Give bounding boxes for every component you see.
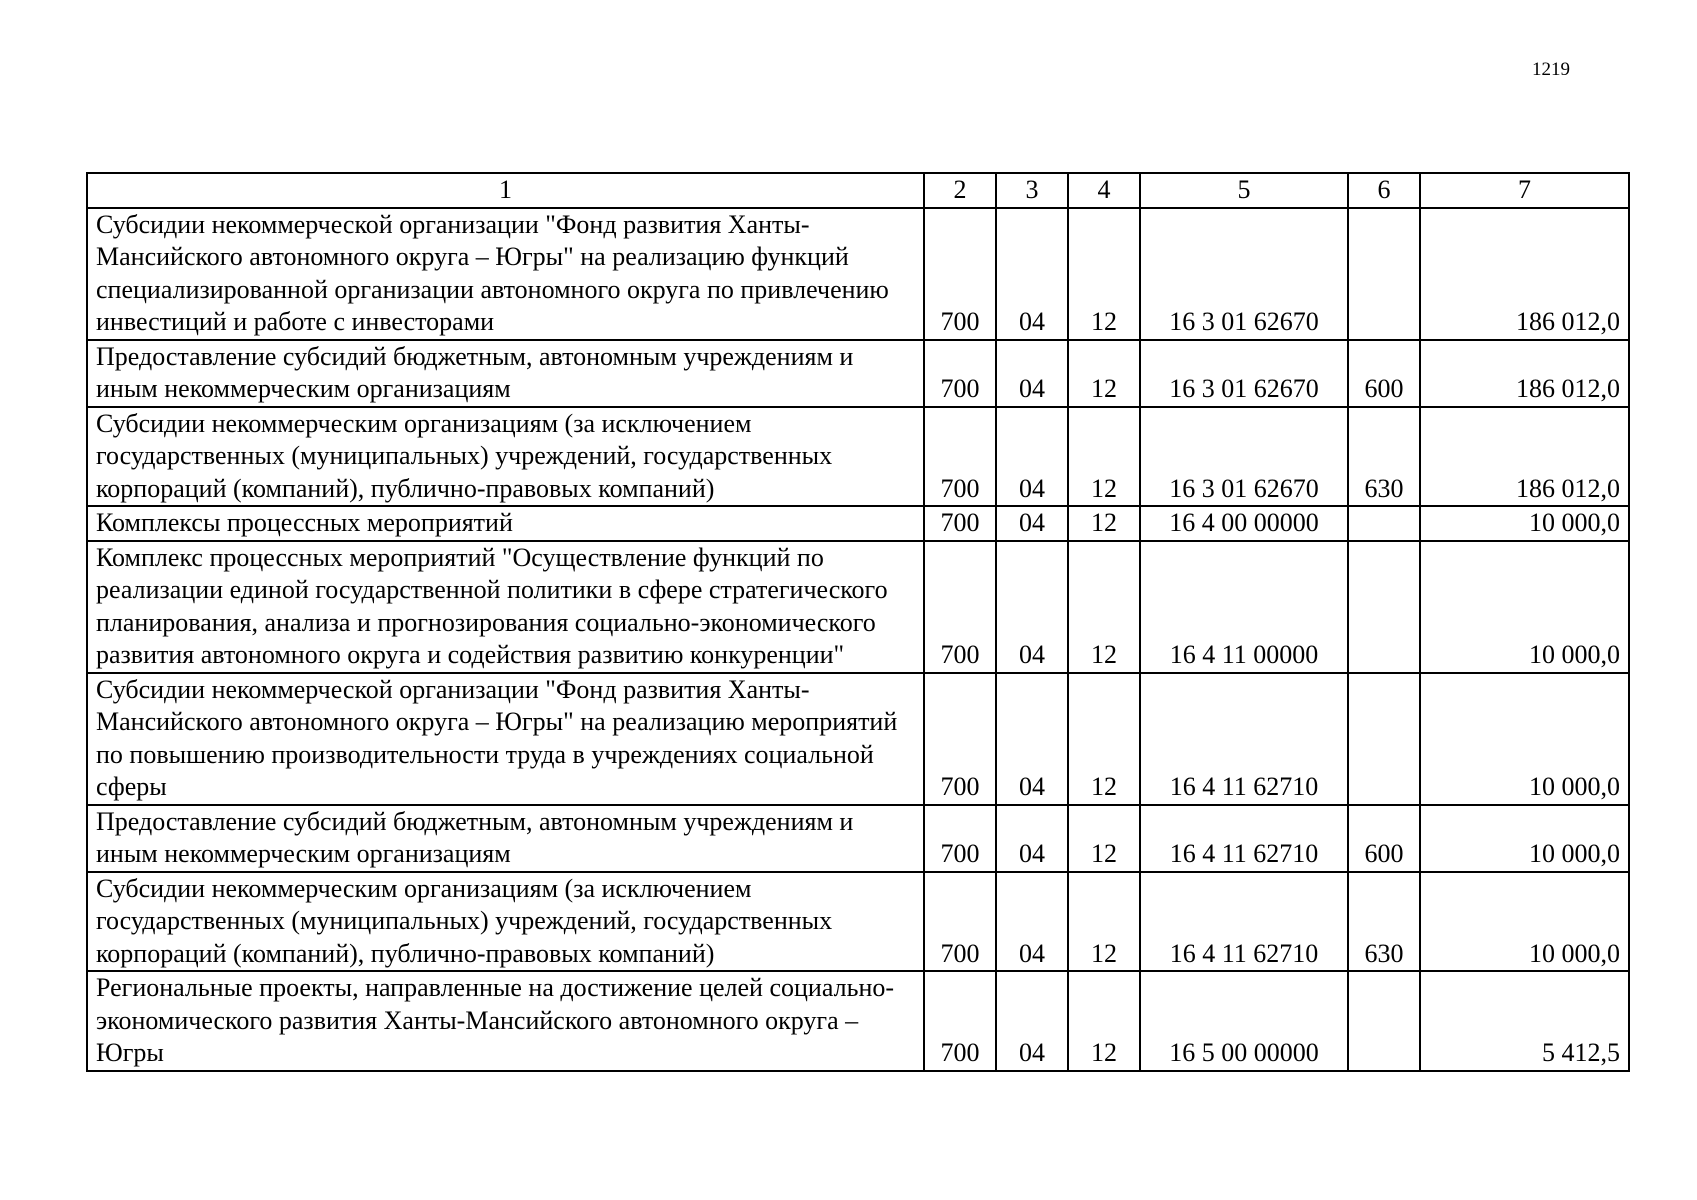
row-name-cell: Субсидии некоммерческой организации "Фонд развития Ханты-Мансийского автономного округа – Югры" на реализацию мероприятий по повышению производительности труда в учреждениях социальной сферы [87,673,924,805]
table-row [87,971,1629,1071]
amount-cell: 10 000,0 [1420,541,1629,673]
amount-cell: 186 012,0 [1420,208,1629,340]
ministry-code-cell: 700 [924,872,996,972]
table-row [87,208,1629,340]
expense-type-cell: 630 [1348,872,1420,972]
subsection-code-cell: 12 [1068,340,1140,407]
target-article-cell: 16 4 11 62710 [1140,673,1348,805]
target-article-cell: 16 4 11 62710 [1140,805,1348,872]
row-name-cell: Предоставление субсидий бюджетным, автономным учреждениям и иным некоммерческим организациям [87,340,924,407]
target-article-cell: 16 4 11 00000 [1140,541,1348,673]
header-cell: 1 [87,173,924,208]
expense-type-cell [1348,208,1420,340]
subsection-code-cell: 12 [1068,872,1140,972]
subsection-code-cell: 12 [1068,673,1140,805]
expense-type-cell [1348,541,1420,673]
target-article-cell: 16 4 11 62710 [1140,872,1348,972]
section-code-cell: 04 [996,971,1068,1071]
expense-type-cell: 600 [1348,340,1420,407]
section-code-cell: 04 [996,340,1068,407]
header-cell: 3 [996,173,1068,208]
ministry-code-cell: 700 [924,805,996,872]
section-code-cell: 04 [996,805,1068,872]
header-cell: 4 [1068,173,1140,208]
subsection-code-cell: 12 [1068,506,1140,541]
subsection-code-cell: 12 [1068,971,1140,1071]
ministry-code-cell: 700 [924,971,996,1071]
expense-type-cell [1348,506,1420,541]
subsection-code-cell: 12 [1068,541,1140,673]
subsection-code-cell: 12 [1068,805,1140,872]
row-name-cell: Предоставление субсидий бюджетным, автономным учреждениям и иным некоммерческим организациям [87,805,924,872]
section-code-cell: 04 [996,673,1068,805]
subsection-code-cell: 12 [1068,208,1140,340]
target-article-cell: 16 3 01 62670 [1140,340,1348,407]
ministry-code-cell: 700 [924,340,996,407]
row-name-cell: Комплекс процессных мероприятий "Осуществление функций по реализации единой государственной политики в сфере стратегического планирования, анализа и прогнозирования социально-экономического развития автономного округа и содействия развитию конкуренции" [87,541,924,673]
amount-cell: 10 000,0 [1420,805,1629,872]
target-article-cell: 16 3 01 62670 [1140,407,1348,507]
table-row [87,506,1629,541]
ministry-code-cell: 700 [924,541,996,673]
target-article-cell: 16 3 01 62670 [1140,208,1348,340]
table-row [87,872,1629,972]
header-cell: 5 [1140,173,1348,208]
amount-cell: 5 412,5 [1420,971,1629,1071]
amount-cell: 186 012,0 [1420,407,1629,507]
amount-cell: 186 012,0 [1420,340,1629,407]
table-row [87,407,1629,507]
section-code-cell: 04 [996,407,1068,507]
amount-cell: 10 000,0 [1420,872,1629,972]
row-name-cell: Комплексы процессных мероприятий [87,506,924,541]
budget-table [86,172,1630,1072]
table-row [87,340,1629,407]
target-article-cell: 16 5 00 00000 [1140,971,1348,1071]
amount-cell: 10 000,0 [1420,506,1629,541]
section-code-cell: 04 [996,208,1068,340]
page-number: 1219 [1532,59,1570,80]
subsection-code-cell: 12 [1068,407,1140,507]
table-row [87,673,1629,805]
amount-cell: 10 000,0 [1420,673,1629,805]
row-name-cell: Региональные проекты, направленные на достижение целей социально-экономического развития Ханты-Мансийского автономного округа – Югры [87,971,924,1071]
row-name-cell: Субсидии некоммерческим организациям (за исключением государственных (муниципальных) учреждений, государственных корпораций (компаний), публично-правовых компаний) [87,872,924,972]
table-row [87,805,1629,872]
expense-type-cell [1348,673,1420,805]
section-code-cell: 04 [996,506,1068,541]
target-article-cell: 16 4 00 00000 [1140,506,1348,541]
ministry-code-cell: 700 [924,673,996,805]
ministry-code-cell: 700 [924,506,996,541]
header-cell: 6 [1348,173,1420,208]
table-header-row [87,173,1629,208]
table-row [87,541,1629,673]
section-code-cell: 04 [996,872,1068,972]
expense-type-cell [1348,971,1420,1071]
expense-type-cell: 630 [1348,407,1420,507]
header-cell: 2 [924,173,996,208]
ministry-code-cell: 700 [924,208,996,340]
row-name-cell: Субсидии некоммерческой организации "Фонд развития Ханты-Мансийского автономного округа – Югры" на реализацию функций специализированной организации автономного округа по привлечению инвестиций и работе с инвесторами [87,208,924,340]
expense-type-cell: 600 [1348,805,1420,872]
section-code-cell: 04 [996,541,1068,673]
header-cell: 7 [1420,173,1629,208]
row-name-cell: Субсидии некоммерческим организациям (за исключением государственных (муниципальных) учреждений, государственных корпораций (компаний), публично-правовых компаний) [87,407,924,507]
ministry-code-cell: 700 [924,407,996,507]
